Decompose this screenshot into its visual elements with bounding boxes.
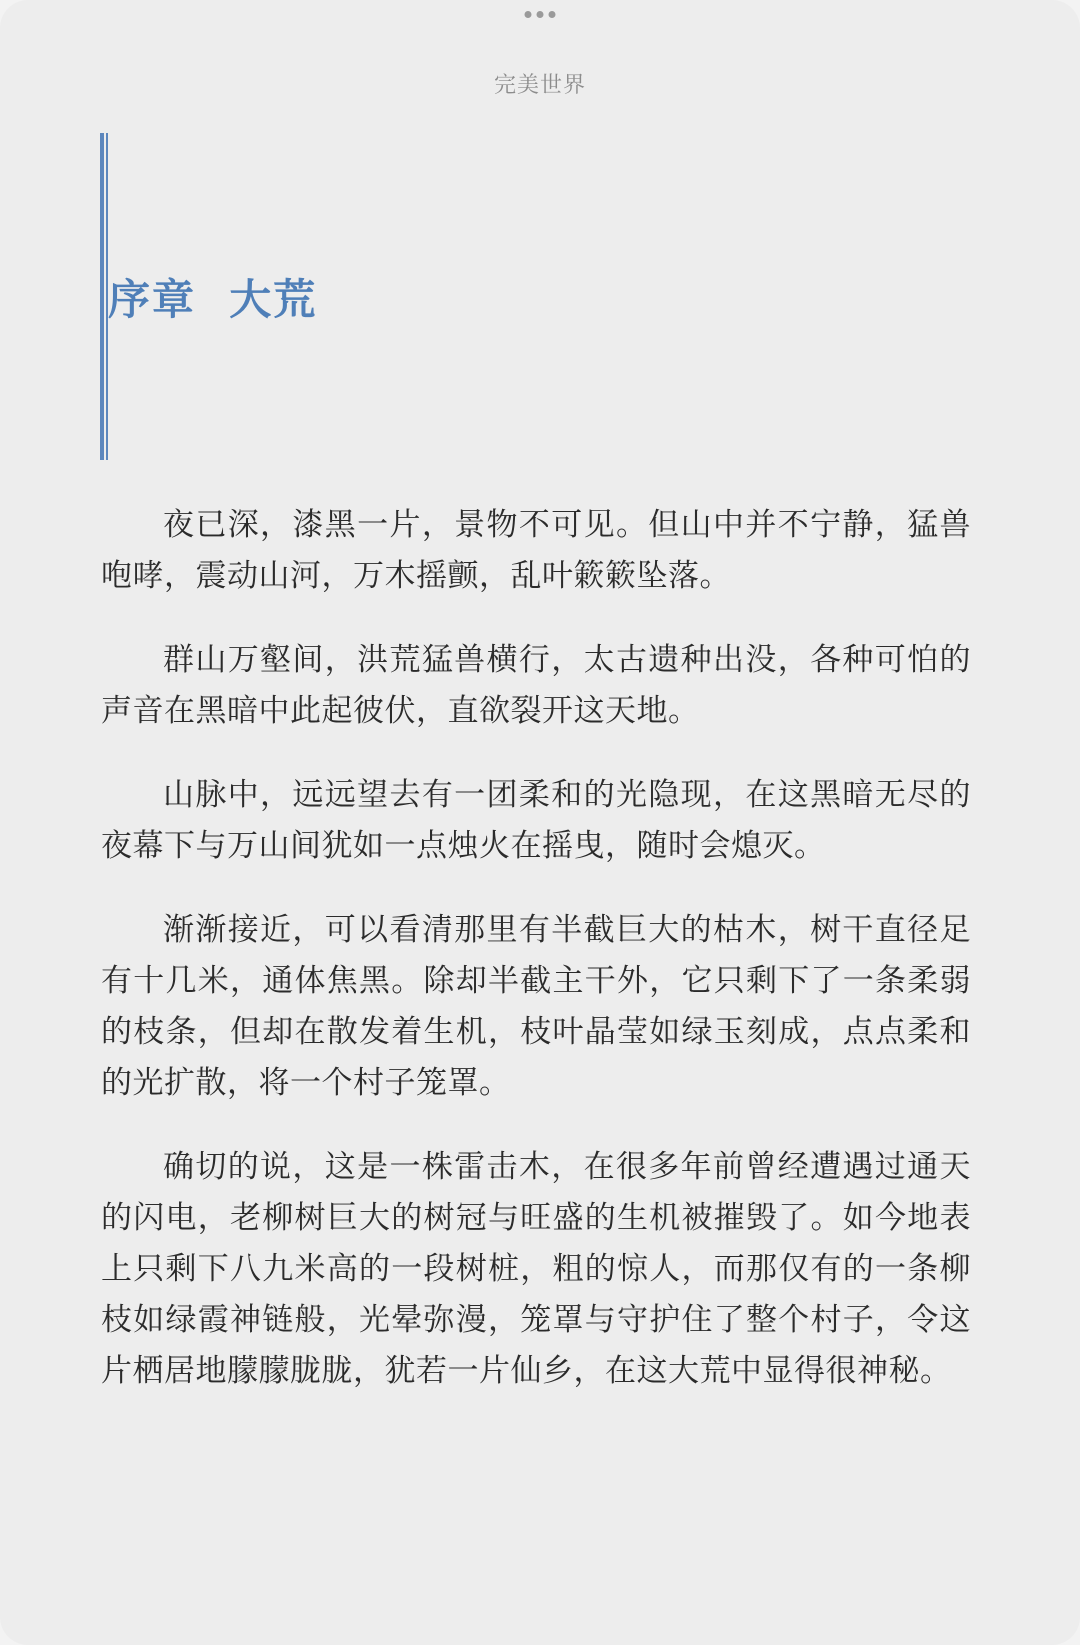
paragraph: 山脉中，远远望去有一团柔和的光隐现，在这黑暗无尽的夜幕下与万山间犹如一点烛火在摇曳，随时会熄灭。 — [101, 777, 971, 864]
more-options-icon[interactable] — [525, 11, 556, 18]
chapter-accent-bar — [100, 133, 108, 460]
chapter-title: 序章 大荒 — [108, 274, 318, 324]
paragraph: 确切的说，这是一株雷击木，在很多年前曾经遭遇过通天的闪电，老柳树巨大的树冠与旺盛的生机被摧毁了。如今地表上只剩下八九米高的一段树桩，粗的惊人，而那仅有的一条柳枝如绿霞神链般，光晕弥漫，笼罩与守护住了整个村子，令这片栖居地朦朦胧胧，犹若一片仙乡，在这大荒中显得很神秘。 — [101, 1149, 971, 1389]
dot — [549, 11, 556, 18]
paragraph: 渐渐接近，可以看清那里有半截巨大的枯木，树干直径足有十几米，通体焦黑。除却半截主干外，它只剩下了一条柔弱的枝条，但却在散发着生机，枝叶晶莹如绿玉刻成，点点柔和的光扩散，将一个村子笼罩。 — [101, 912, 971, 1101]
chapter-content[interactable] — [101, 500, 971, 1430]
paragraph: 夜已深，漆黑一片，景物不可见。但山中并不宁静，猛兽咆哮，震动山河，万木摇颤，乱叶簌簌坠落。 — [101, 507, 971, 594]
book-title: 完美世界 — [493, 73, 586, 98]
paragraph: 群山万壑间，洪荒猛兽横行，太古遗种出没，各种可怕的声音在黑暗中此起彼伏，直欲裂开这天地。 — [101, 642, 971, 729]
dot — [537, 11, 544, 18]
chapter-header — [100, 133, 980, 460]
dot — [525, 11, 532, 18]
